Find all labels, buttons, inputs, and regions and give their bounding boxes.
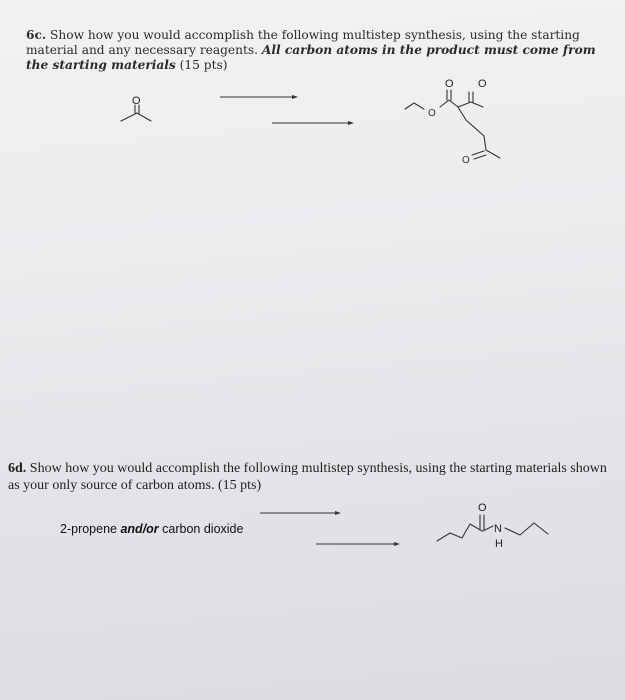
question-6c-points: (15 pts): [175, 58, 228, 72]
reaction-arrow-6d-upper: [260, 511, 341, 515]
acyl-carbonyl-oxygen-label: O: [478, 78, 487, 90]
material-propene: 2-propene: [60, 522, 121, 536]
and-or-connector: and/or: [120, 522, 159, 536]
question-6c-text: Show how you would accomplish the following multistep synthesis, using the starting material and any necessary reagents.: [26, 28, 580, 57]
question-6d-number: 6d.: [8, 461, 27, 476]
amide-hydrogen-label: H: [495, 538, 503, 550]
reaction-arrow-6d-lower: [316, 542, 400, 546]
question-6d-text: Show how you would accomplish the following multistep synthesis, using the starting materials shown as your only source of carbon atoms. (15 pts): [8, 461, 607, 493]
question-6c-constraint: All carbon atoms in the product must come from the starting materials: [26, 43, 596, 72]
product-6d-amide-structure: [437, 502, 548, 550]
amide-nitrogen-label: N: [494, 523, 502, 535]
material-carbon-dioxide: carbon dioxide: [158, 522, 244, 536]
amide-oxygen-label: O: [478, 502, 487, 514]
question-6c-number: 6c.: [26, 28, 47, 42]
ester-oxygen-label: O: [428, 108, 436, 119]
acetone-oxygen-label: O: [132, 95, 141, 107]
ester-carbonyl-oxygen-label: O: [445, 78, 454, 90]
ketone-oxygen-label: O: [462, 155, 470, 166]
